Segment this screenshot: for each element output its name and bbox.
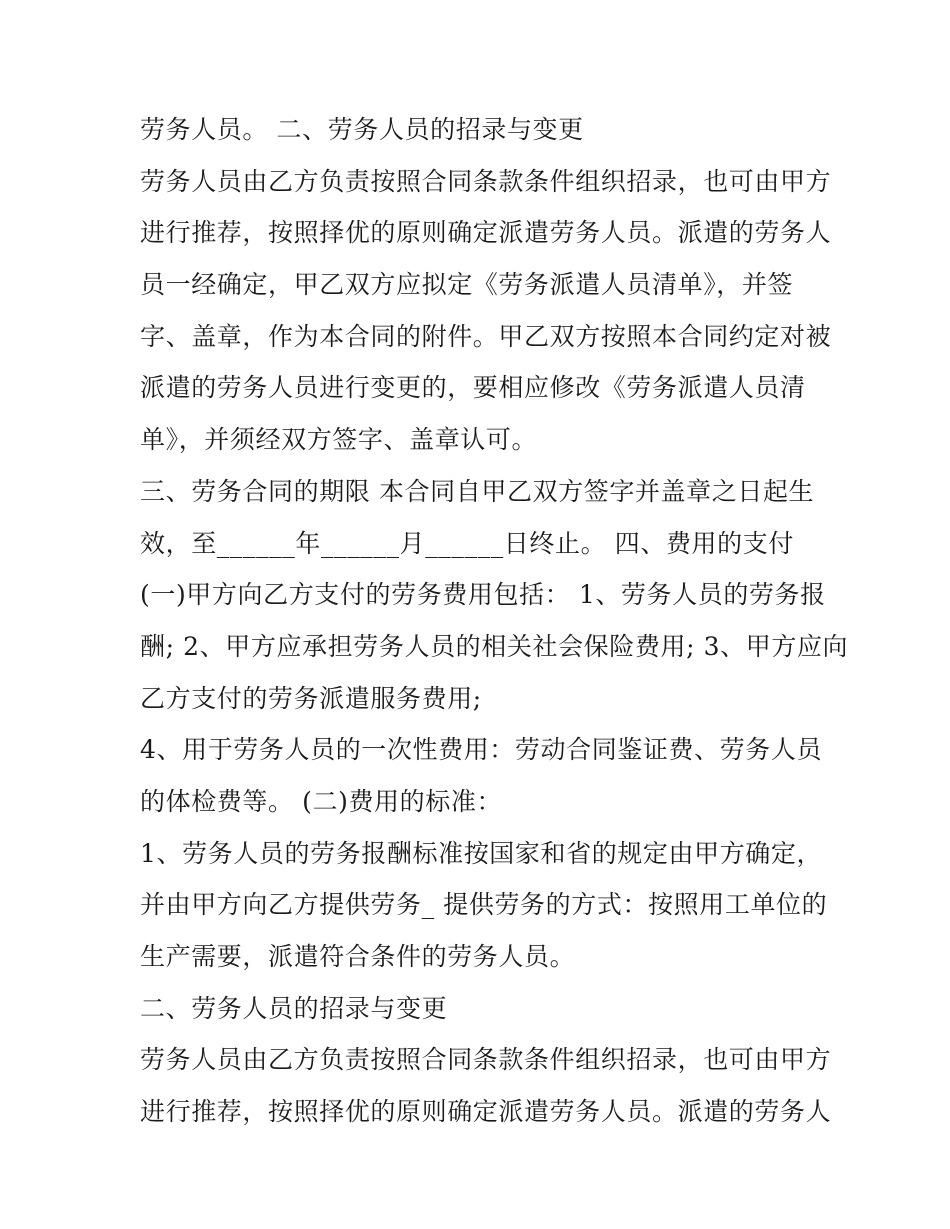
text-line: 生产需要，派遣符合条件的劳务人员。 bbox=[140, 942, 576, 971]
text-line: 三、劳务合同的期限 本合同自甲乙双方签字并盖章之日起生 bbox=[140, 476, 815, 506]
text-line: 劳务人员由乙方负责按照合同条款条件组织招录，也可由甲方 bbox=[140, 166, 832, 196]
text-line: 的体检费等。 (二)费用的标准： bbox=[140, 786, 503, 816]
text-line: 乙方支付的劳务派遣服务费用; bbox=[140, 683, 482, 713]
text-line: (一)甲方向乙方支付的劳务费用包括： 1、劳务人员的劳务报 bbox=[140, 580, 826, 610]
text-line: 进行推荐，按照择优的原则确定派遣劳务人员。派遣的劳务人 bbox=[140, 1097, 832, 1127]
text-line: 酬; 2、甲方应承担劳务人员的相关社会保险费用; 3、甲方应向 bbox=[140, 631, 849, 661]
text-line: 二、劳务人员的招录与变更 bbox=[140, 993, 448, 1023]
text-line: 1、劳务人员的劳务报酬标准按国家和省的规定由甲方确定， bbox=[140, 838, 823, 868]
text-line: 劳务人员。 二、劳务人员的招录与变更 bbox=[140, 115, 584, 144]
text-line: 劳务人员由乙方负责按照合同条款条件组织招录，也可由甲方 bbox=[140, 1045, 832, 1075]
text-line: 并由甲方向乙方提供劳务_ 提供劳务的方式：按照用工单位的 bbox=[140, 890, 828, 920]
document-body bbox=[140, 104, 849, 1138]
text-line: 单》，并须经双方签字、盖章认可。 bbox=[140, 425, 538, 455]
text-line: 效，至______年______月______日终止。 四、费用的支付 bbox=[140, 528, 794, 558]
text-line: 字、盖章，作为本合同的附件。甲乙双方按照本合同约定对被 bbox=[140, 321, 832, 351]
text-line: 4、用于劳务人员的一次性费用：劳动合同鉴证费、劳务人员 bbox=[140, 735, 823, 765]
text-line: 派遣的劳务人员进行变更的，要相应修改《劳务派遣人员清 bbox=[140, 373, 806, 403]
text-line: 员一经确定，甲乙双方应拟定《劳务派遣人员清单》，并签 bbox=[140, 270, 794, 300]
text-line: 进行推荐，按照择优的原则确定派遣劳务人员。派遣的劳务人 bbox=[140, 218, 832, 248]
